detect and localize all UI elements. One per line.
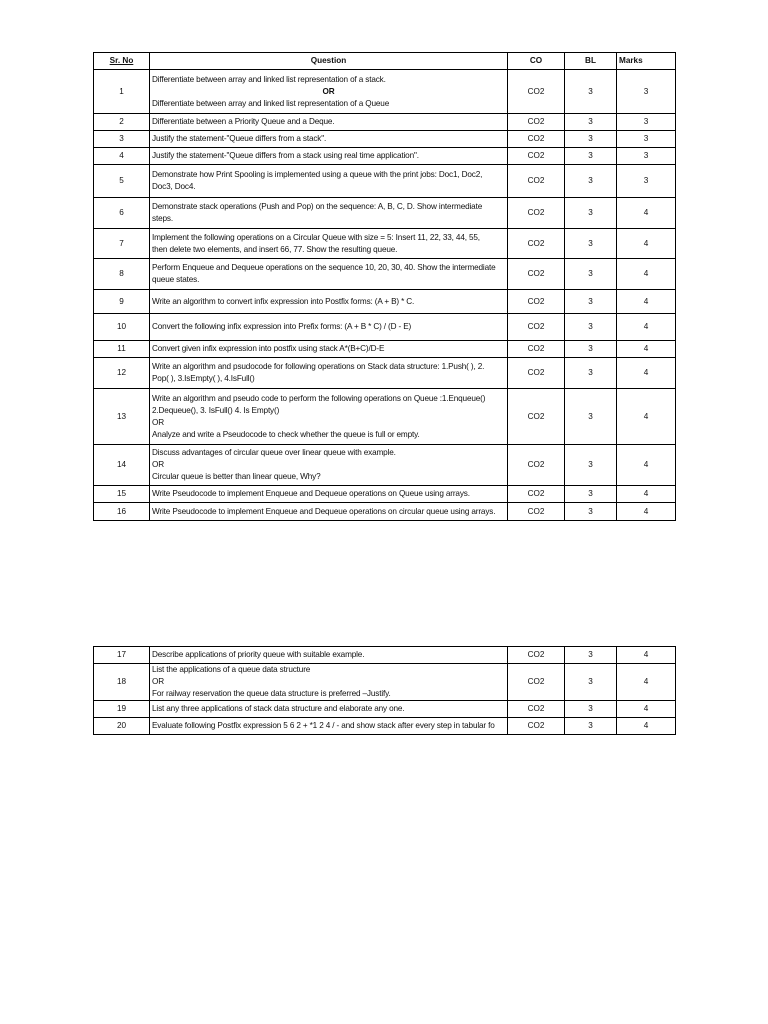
question-cell [150, 503, 508, 521]
marks-cell: 4 [617, 664, 676, 701]
question-line: Differentiate between a Priority Queue and a Deque. [152, 117, 335, 126]
header-sr-no: Sr. No [94, 53, 150, 70]
table-row [94, 701, 676, 718]
bl-cell: 3 [565, 131, 617, 148]
sr-no-cell: 15 [94, 486, 150, 503]
question-line: 2.Dequeue(), 3. IsFull() 4. Is Empty() [152, 405, 280, 415]
question-cell [150, 259, 508, 290]
bl-cell: 3 [565, 148, 617, 165]
marks-cell: 4 [617, 701, 676, 718]
co-cell: CO2 [508, 445, 565, 486]
questions-table-1 [93, 52, 676, 521]
marks-cell: 4 [617, 389, 676, 445]
question-line: queue states. [152, 275, 200, 284]
sr-no-cell: 3 [94, 131, 150, 148]
table-row [94, 647, 676, 664]
question-line: Doc3, Doc4. [152, 182, 196, 191]
co-cell: CO2 [508, 701, 565, 718]
question-line: Convert the following infix expression into Prefix forms: (A + B * C) / (D - E) [152, 322, 412, 331]
table-row [94, 389, 676, 445]
question-line: Implement the following operations on a Circular Queue with size = 5: Insert 11, 22, 33, 44, 55, [152, 232, 480, 242]
bl-cell: 3 [565, 314, 617, 341]
marks-cell: 4 [617, 358, 676, 389]
question-line: Describe applications of priority queue with suitable example. [152, 650, 365, 659]
table-row [94, 341, 676, 358]
table-row [94, 165, 676, 198]
bl-cell: 3 [565, 718, 617, 735]
co-cell: CO2 [508, 664, 565, 701]
sr-no-cell: 4 [94, 148, 150, 165]
bl-cell: 3 [565, 290, 617, 314]
question-cell [150, 389, 508, 445]
question-cell [150, 486, 508, 503]
co-cell: CO2 [508, 290, 565, 314]
sr-no-cell: 19 [94, 701, 150, 718]
sr-no-cell: 2 [94, 114, 150, 131]
question-cell [150, 718, 508, 735]
marks-cell: 4 [617, 290, 676, 314]
question-line: Discuss advantages of circular queue over linear queue with example. [152, 448, 396, 457]
co-cell: CO2 [508, 131, 565, 148]
sr-no-cell: 1 [94, 70, 150, 114]
co-cell: CO2 [508, 647, 565, 664]
question-line: Convert given infix expression into postfix using stack A*(B+C)/D-E [152, 344, 385, 353]
co-cell: CO2 [508, 358, 565, 389]
co-cell: CO2 [508, 165, 565, 198]
question-cell [150, 198, 508, 229]
question-line: Evaluate following Postfix expression 5 6 2 + *1 2 4 / - and show stack after every step in tabular fo [152, 721, 495, 730]
question-line: Perform Enqueue and Dequeue operations on the sequence 10, 20, 30, 40. Show the intermediate [152, 263, 496, 272]
table-row [94, 358, 676, 389]
co-cell: CO2 [508, 389, 565, 445]
question-line: steps. [152, 214, 173, 223]
marks-cell: 4 [617, 486, 676, 503]
bl-cell: 3 [565, 389, 617, 445]
marks-cell: 3 [617, 131, 676, 148]
bl-cell: 3 [565, 341, 617, 358]
question-cell [150, 647, 508, 664]
sr-no-cell: 7 [94, 229, 150, 259]
question-cell [150, 114, 508, 131]
co-cell: CO2 [508, 70, 565, 114]
question-cell [150, 445, 508, 486]
table-row [94, 664, 676, 701]
bl-cell: 3 [565, 198, 617, 229]
bl-cell: 3 [565, 701, 617, 718]
marks-cell: 4 [617, 314, 676, 341]
co-cell: CO2 [508, 314, 565, 341]
question-cell [150, 131, 508, 148]
question-line: Write Pseudocode to implement Enqueue and Dequeue operations on circular queue using arrays. [152, 506, 496, 516]
marks-cell: 4 [617, 341, 676, 358]
question-line: Write an algorithm and pseudo code to perform the following operations on Queue :1.Enqueue() [152, 393, 486, 403]
co-cell: CO2 [508, 503, 565, 521]
bl-cell: 3 [565, 647, 617, 664]
questions-table-2 [93, 646, 676, 735]
question-line: Circular queue is better than linear queue, Why? [152, 472, 321, 481]
question-line: OR [322, 86, 335, 96]
header-marks: Marks [617, 53, 676, 70]
header-co: CO [508, 53, 565, 70]
question-line: Justify the statement-"Queue differs from a stack using real time application". [152, 151, 419, 160]
table-row [94, 114, 676, 131]
question-line: OR [152, 677, 164, 686]
sr-no-cell: 18 [94, 664, 150, 701]
sr-no-cell: 11 [94, 341, 150, 358]
question-line: Demonstrate how Print Spooling is implemented using a queue with the print jobs: Doc1, Doc2, [152, 170, 483, 179]
question-line: Write an algorithm and psudocode for following operations on Stack data structure: 1.Push( ), 2. [152, 362, 485, 371]
question-cell [150, 314, 508, 341]
table-row [94, 259, 676, 290]
co-cell: CO2 [508, 229, 565, 259]
question-cell [150, 165, 508, 198]
question-line: List the applications of a queue data structure [152, 665, 311, 674]
question-cell [150, 290, 508, 314]
header-row [94, 53, 676, 70]
sr-no-cell: 9 [94, 290, 150, 314]
bl-cell: 3 [565, 114, 617, 131]
bl-cell: 3 [565, 165, 617, 198]
table-row [94, 314, 676, 341]
marks-cell: 4 [617, 229, 676, 259]
co-cell: CO2 [508, 341, 565, 358]
question-cell [150, 664, 508, 701]
sr-no-cell: 5 [94, 165, 150, 198]
question-line: OR [152, 417, 164, 427]
question-line: Write an algorithm to convert infix expression into Postfix forms: (A + B) * C. [152, 296, 415, 306]
table-row [94, 70, 676, 114]
question-line: Pop( ), 3.IsEmpty( ), 4.IsFull() [152, 374, 255, 383]
question-line: OR [152, 460, 164, 469]
sr-no-cell: 16 [94, 503, 150, 521]
question-cell [150, 341, 508, 358]
table-row [94, 229, 676, 259]
header-bl: BL [565, 53, 617, 70]
question-line: List any three applications of stack data structure and elaborate any one. [152, 704, 405, 713]
sr-no-cell: 6 [94, 198, 150, 229]
sr-no-cell: 17 [94, 647, 150, 664]
bl-cell: 3 [565, 486, 617, 503]
sr-no-cell: 14 [94, 445, 150, 486]
table-row [94, 445, 676, 486]
table-row [94, 290, 676, 314]
question-line: then delete two elements, and insert 66, 77. Show the resulting queue. [152, 244, 398, 254]
table-row [94, 503, 676, 521]
sr-no-cell: 13 [94, 389, 150, 445]
co-cell: CO2 [508, 114, 565, 131]
marks-cell: 4 [617, 198, 676, 229]
marks-cell: 4 [617, 445, 676, 486]
question-line: Analyze and write a Pseudocode to check whether the queue is full or empty. [152, 429, 420, 439]
sr-no-cell: 12 [94, 358, 150, 389]
question-cell [150, 701, 508, 718]
sr-no-cell: 8 [94, 259, 150, 290]
question-cell [150, 148, 508, 165]
table-row [94, 148, 676, 165]
question-cell [150, 229, 508, 259]
co-cell: CO2 [508, 718, 565, 735]
marks-cell: 4 [617, 647, 676, 664]
sr-no-cell: 10 [94, 314, 150, 341]
marks-cell: 4 [617, 259, 676, 290]
header-question: Question [150, 53, 508, 70]
bl-cell: 3 [565, 503, 617, 521]
marks-cell: 3 [617, 165, 676, 198]
bl-cell: 3 [565, 445, 617, 486]
question-line: Differentiate between array and linked list representation of a stack. [152, 74, 386, 84]
question-line: Write Pseudocode to implement Enqueue and Dequeue operations on Queue using arrays. [152, 489, 470, 498]
table-row [94, 718, 676, 735]
question-line: Differentiate between array and linked list representation of a Queue [152, 98, 390, 108]
table-row [94, 131, 676, 148]
question-line: Justify the statement-"Queue differs from a stack". [152, 134, 327, 143]
co-cell: CO2 [508, 259, 565, 290]
bl-cell: 3 [565, 664, 617, 701]
marks-cell: 4 [617, 718, 676, 735]
co-cell: CO2 [508, 148, 565, 165]
marks-cell: 3 [617, 114, 676, 131]
question-cell [150, 70, 508, 114]
question-line: Demonstrate stack operations (Push and Pop) on the sequence: A, B, C, D. Show intermediate [152, 202, 483, 211]
marks-cell: 3 [617, 148, 676, 165]
sr-no-cell: 20 [94, 718, 150, 735]
table-row [94, 198, 676, 229]
bl-cell: 3 [565, 358, 617, 389]
co-cell: CO2 [508, 198, 565, 229]
table-row [94, 486, 676, 503]
bl-cell: 3 [565, 229, 617, 259]
marks-cell: 4 [617, 503, 676, 521]
bl-cell: 3 [565, 259, 617, 290]
question-cell [150, 358, 508, 389]
marks-cell: 3 [617, 70, 676, 114]
co-cell: CO2 [508, 486, 565, 503]
bl-cell: 3 [565, 70, 617, 114]
question-line: For railway reservation the queue data structure is preferred –Justify. [152, 689, 391, 698]
